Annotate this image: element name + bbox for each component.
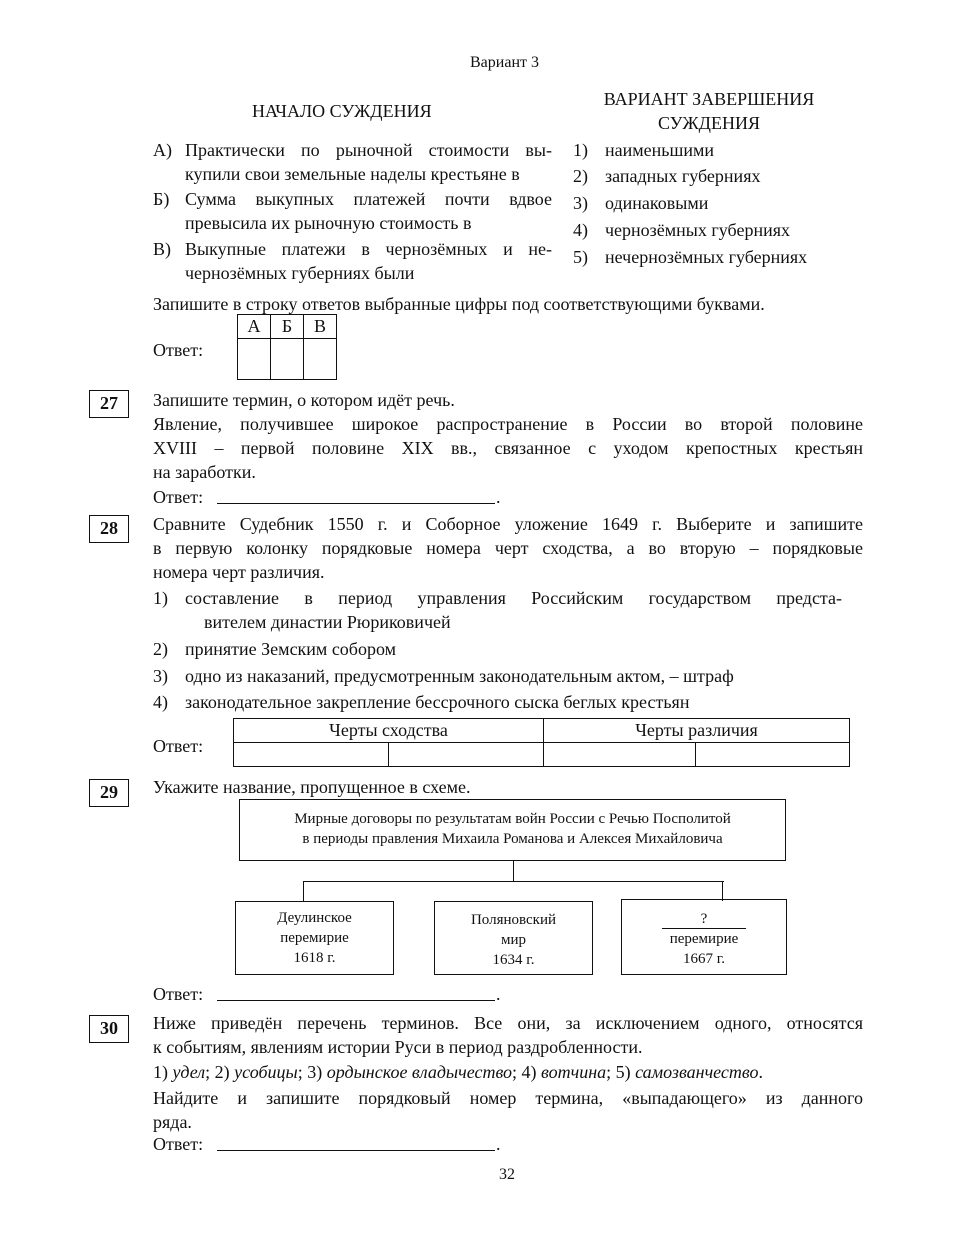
q30-text-line2: к событиям, явлениям истории Руси в период раздробленности. bbox=[153, 1037, 643, 1057]
scheme-box-2 bbox=[434, 901, 593, 975]
q28-header-different: Черты различия bbox=[543, 718, 850, 743]
q28-item-line1: одно из наказаний, предусмотренным законодательным актом, – штраф bbox=[185, 666, 734, 686]
right-item-num: 3) bbox=[573, 193, 588, 213]
q29-answer-end: . bbox=[496, 984, 501, 1004]
q28-item-line1: составление в период управления Российским государством предста- bbox=[185, 588, 842, 608]
right-item-text: западных губерниях bbox=[605, 166, 761, 186]
q27-answer-end: . bbox=[496, 487, 501, 507]
right-item-num: 1) bbox=[573, 140, 588, 160]
scheme-box-line3: 1667 г. bbox=[683, 951, 725, 967]
scheme-box-line3: 1634 г. bbox=[492, 952, 535, 968]
col-left-header: НАЧАЛО СУЖДЕНИЯ bbox=[252, 101, 432, 121]
answer-cell-b[interactable] bbox=[270, 338, 304, 380]
q28-cell-different-1[interactable] bbox=[543, 742, 696, 767]
term-text: вотчина bbox=[541, 1062, 607, 1082]
answer-cell-v[interactable] bbox=[303, 338, 337, 380]
matching-instruction: Запишите в строку ответов выбранные цифры под соответствующими буквами. bbox=[153, 294, 765, 314]
scheme-box-line3: 1618 г. bbox=[293, 950, 336, 966]
q28-answer-label: Ответ: bbox=[153, 736, 204, 756]
term-text: усобицы bbox=[234, 1062, 298, 1082]
answer-header-a: А bbox=[237, 314, 271, 339]
col-right-header-line1: ВАРИАНТ ЗАВЕРШЕНИЯ bbox=[603, 89, 815, 109]
left-item-label: А) bbox=[153, 140, 172, 160]
q27-text-line3: на заработки. bbox=[153, 462, 256, 482]
left-item-label: Б) bbox=[153, 189, 170, 209]
scheme-box-3 bbox=[621, 899, 787, 975]
term-text: ордынское владычество bbox=[326, 1062, 513, 1082]
q27-answer-label: Ответ: bbox=[153, 487, 204, 507]
answer-header-b: Б bbox=[270, 314, 304, 339]
q28-cell-similar-2[interactable] bbox=[388, 742, 544, 767]
left-item-line1: Выкупные платежи в чернозёмных и не- bbox=[185, 239, 552, 259]
term-num: 2) bbox=[214, 1062, 230, 1082]
term-num: 3) bbox=[307, 1062, 323, 1082]
scheme-box-line2: мир bbox=[500, 932, 527, 948]
q29-answer-label: Ответ: bbox=[153, 984, 204, 1004]
q27-answer-line[interactable] bbox=[217, 503, 495, 504]
matching-answer-label: Ответ: bbox=[153, 340, 204, 360]
variant-header: Вариант 3 bbox=[470, 54, 539, 71]
term-num: 4) bbox=[521, 1062, 537, 1082]
term-item-5 bbox=[616, 1062, 763, 1082]
q27-prompt: Запишите термин, о котором идёт речь. bbox=[153, 390, 455, 410]
scheme-connector-right bbox=[722, 881, 723, 901]
right-item-num: 4) bbox=[573, 220, 588, 240]
scheme-box-line1: Поляновский bbox=[470, 912, 557, 928]
col-right-header bbox=[566, 87, 852, 135]
right-item-text: одинаковыми bbox=[605, 193, 709, 213]
answer-cell-a[interactable] bbox=[237, 338, 271, 380]
q27-text-line2: XVIII – первой половине XIX вв., связанное с уходом крепостных крестьян bbox=[153, 438, 863, 458]
question-number-27: 27 bbox=[89, 390, 129, 418]
q30-answer-line[interactable] bbox=[217, 1150, 495, 1151]
q30-text-line1: Ниже приведён перечень терминов. Все они, за исключением одного, относятся bbox=[153, 1013, 863, 1033]
scheme-box-1 bbox=[235, 901, 394, 975]
scheme-top-line2: в периоды правления Михаила Романова и Алексея Михайловича bbox=[302, 831, 723, 847]
question-number-28: 28 bbox=[89, 515, 129, 543]
left-item-line1: Сумма выкупных платежей почти вдвое bbox=[185, 189, 552, 209]
term-sep: ; bbox=[606, 1062, 612, 1082]
left-item-line1: Практически по рыночной стоимости вы- bbox=[185, 140, 552, 160]
q28-text-line1: Сравните Судебник 1550 г. и Соборное уложение 1649 г. Выберите и запишите bbox=[153, 514, 863, 534]
q28-item-num: 2) bbox=[153, 639, 168, 659]
q28-item-line1: законодательное закрепление бессрочного сыска беглых крестьян bbox=[185, 692, 690, 712]
scheme-connector-main bbox=[513, 861, 514, 881]
scheme-connector-left bbox=[303, 881, 304, 901]
term-item-4 bbox=[522, 1062, 612, 1082]
scheme-box-line2: перемирие bbox=[280, 930, 349, 946]
term-item-2 bbox=[215, 1062, 303, 1082]
page-number: 32 bbox=[499, 1166, 515, 1183]
scheme-box-line2: перемирие bbox=[669, 931, 739, 947]
right-item-text: чернозёмных губерниях bbox=[605, 220, 790, 240]
term-text: самозванчество bbox=[635, 1062, 759, 1082]
q28-item-num: 4) bbox=[153, 692, 168, 712]
left-item-line2: превысила их рыночную стоимость в bbox=[185, 213, 472, 233]
term-item-1 bbox=[153, 1062, 210, 1082]
q30-answer-label: Ответ: bbox=[153, 1134, 204, 1154]
q28-cell-different-2[interactable] bbox=[695, 742, 850, 767]
scheme-top-line1: Мирные договоры по результатам войн России с Речью Посполитой bbox=[294, 811, 731, 827]
q30-term-list bbox=[153, 1060, 763, 1084]
q30-task-line1: Найдите и запишите порядковый номер термина, «выпадающего» из данного bbox=[153, 1088, 863, 1108]
term-sep: . bbox=[758, 1062, 763, 1082]
scheme-box-line1: Деулинское bbox=[277, 910, 352, 926]
q29-prompt: Укажите название, пропущенное в схеме. bbox=[153, 777, 471, 797]
q30-task-line2: ряда. bbox=[153, 1112, 192, 1132]
left-item-label: В) bbox=[153, 239, 171, 259]
term-text: удел bbox=[172, 1062, 206, 1082]
scheme-box-missing[interactable]: ? bbox=[662, 910, 746, 929]
q27-text-line1: Явление, получившее широкое распространение в России во второй половине bbox=[153, 414, 863, 434]
term-item-3 bbox=[307, 1062, 517, 1082]
q28-item-num: 1) bbox=[153, 588, 168, 608]
q28-item-num: 3) bbox=[153, 666, 168, 686]
col-right-header-line2: СУЖДЕНИЯ bbox=[658, 113, 760, 133]
q28-item-line1: принятие Земским собором bbox=[185, 639, 397, 659]
right-item-text: наименьшими bbox=[605, 140, 714, 160]
right-item-text: нечернозёмных губерниях bbox=[605, 247, 808, 267]
answer-header-v: В bbox=[303, 314, 337, 339]
right-item-num: 5) bbox=[573, 247, 588, 267]
left-item-line2: купили свои земельные наделы крестьяне в bbox=[185, 164, 520, 184]
term-sep: ; bbox=[512, 1062, 518, 1082]
q29-answer-line[interactable] bbox=[217, 1000, 495, 1001]
q28-text-line3: номера черт различия. bbox=[153, 562, 325, 582]
right-item-num: 2) bbox=[573, 166, 588, 186]
term-num: 1) bbox=[153, 1062, 168, 1082]
term-sep: ; bbox=[297, 1062, 303, 1082]
term-num: 5) bbox=[615, 1062, 631, 1082]
scheme-connector-horizontal bbox=[303, 881, 724, 882]
q28-item-line2: вителем династии Рюриковичей bbox=[204, 612, 451, 632]
question-number-29: 29 bbox=[89, 779, 129, 807]
question-number-30: 30 bbox=[89, 1015, 129, 1043]
q28-header-similar: Черты сходства bbox=[233, 718, 544, 743]
left-item-line2: чернозёмных губерниях были bbox=[185, 263, 415, 283]
q30-answer-end: . bbox=[496, 1134, 501, 1154]
term-sep: ; bbox=[205, 1062, 211, 1082]
scheme-top-box bbox=[239, 799, 786, 861]
q28-cell-similar-1[interactable] bbox=[233, 742, 389, 767]
q28-text-line2: в первую колонку порядковые номера черт сходства, а во вторую – порядковые bbox=[153, 538, 863, 558]
